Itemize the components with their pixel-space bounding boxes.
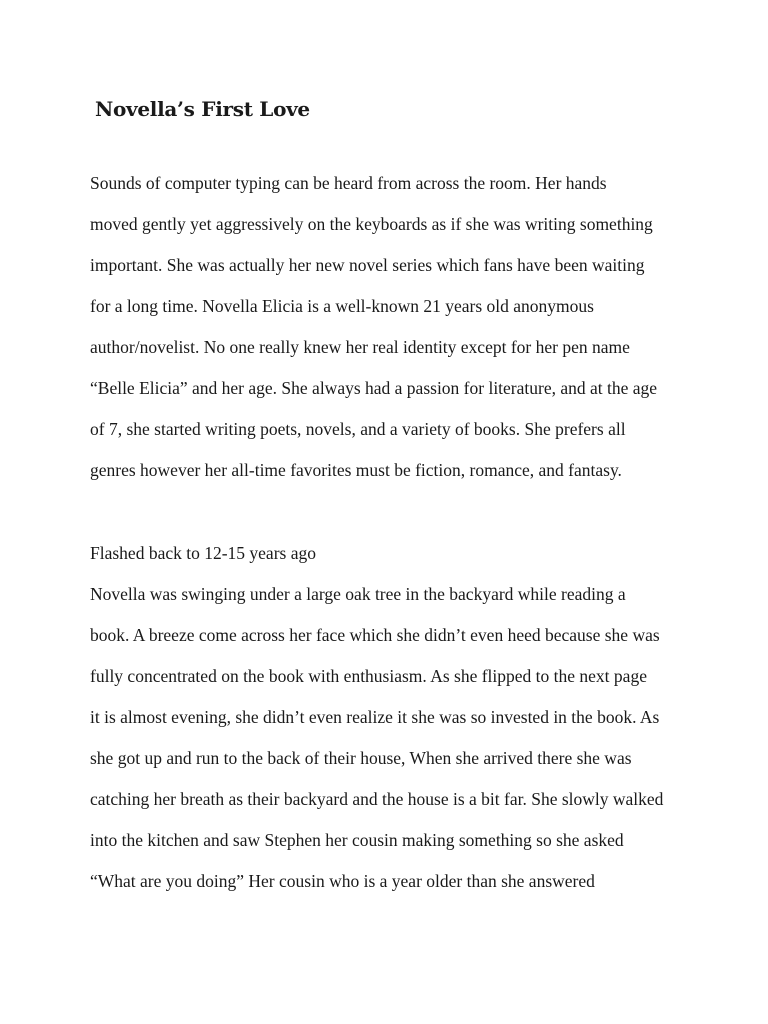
document-title: Novella’s First Love	[95, 97, 310, 121]
flashback-heading: Flashed back to 12-15 years ago	[90, 543, 316, 563]
paragraph-1-line: for a long time. Novella Elicia is a well-known 21 years old anonymous	[90, 296, 594, 316]
paragraph-2-line: it is almost evening, she didn’t even realize it she was so invested in the book. As	[90, 707, 660, 727]
paragraph-2-line: book. A breeze come across her face which she didn’t even heed because she was	[90, 625, 660, 645]
paragraph-1-line: Sounds of computer typing can be heard from across the room. Her hands	[90, 173, 607, 193]
paragraph-1-line: author/novelist. No one really knew her real identity except for her pen name	[90, 337, 630, 357]
paragraph-1-line: moved gently yet aggressively on the keyboards as if she was writing something	[90, 214, 653, 234]
paragraph-2-line: Novella was swinging under a large oak tree in the backyard while reading a	[90, 584, 626, 604]
paragraph-1-line: of 7, she started writing poets, novels, and a variety of books. She prefers all	[90, 419, 626, 439]
paragraph-2-line: catching her breath as their backyard and the house is a bit far. She slowly walked	[90, 789, 664, 809]
paragraph-1-line: genres however her all-time favorites must be fiction, romance, and fantasy.	[90, 460, 622, 480]
paragraph-2-line: fully concentrated on the book with enthusiasm. As she flipped to the next page	[90, 666, 647, 686]
paragraph-2-line: into the kitchen and saw Stephen her cousin making something so she asked	[90, 830, 624, 850]
paragraph-2-line: she got up and run to the back of their house, When she arrived there she was	[90, 748, 632, 768]
paragraph-2-line: “What are you doing” Her cousin who is a year older than she answered	[90, 871, 595, 891]
paragraph-1-line: important. She was actually her new novel series which fans have been waiting	[90, 255, 645, 275]
paragraph-1-line: “Belle Elicia” and her age. She always had a passion for literature, and at the age	[90, 378, 658, 398]
